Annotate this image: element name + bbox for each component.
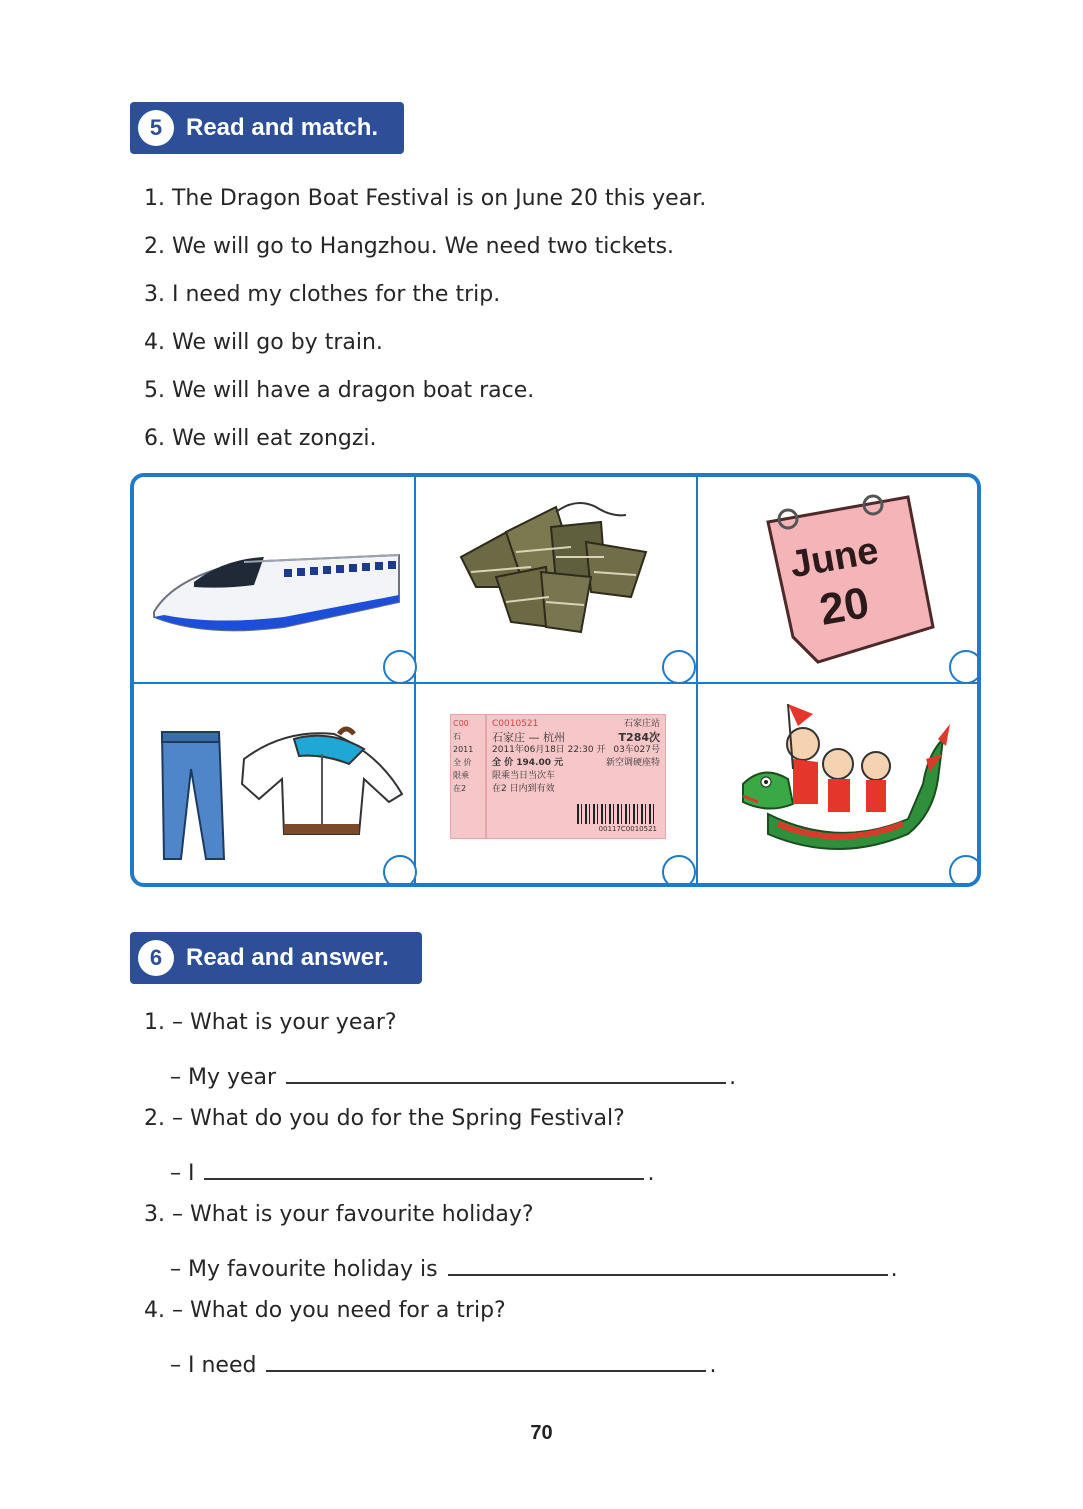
match-sentence-4: 4. We will go by train. <box>144 330 383 355</box>
answer-2-blank[interactable] <box>204 1154 644 1180</box>
answer-1-blank[interactable] <box>286 1058 726 1084</box>
section-5-title: Read and match. <box>186 114 379 141</box>
answer-1-prefix: – My year <box>170 1065 277 1090</box>
match-sentence-1: 1. The Dragon Boat Festival is on June 20 this year. <box>144 186 707 211</box>
answer-circle-clothes[interactable] <box>383 855 417 887</box>
calendar-icon <box>698 477 981 682</box>
train-picture <box>134 477 414 682</box>
question-4: 4. – What do you need for a trip? <box>144 1298 506 1323</box>
ticket-stub-code: C00 <box>453 719 469 728</box>
answer-circle-zongzi[interactable] <box>662 650 696 684</box>
question-3: 3. – What is your favourite holiday? <box>144 1202 534 1227</box>
zongzi-icon <box>416 477 696 682</box>
train-icon <box>134 477 414 682</box>
answer-2 <box>170 1154 654 1186</box>
barcode <box>577 804 657 824</box>
barcode-number: 00117C0010521 <box>598 825 657 833</box>
section-6-number: 6 <box>138 940 174 976</box>
answer-circle-train[interactable] <box>383 650 417 684</box>
zongzi-picture <box>416 477 696 682</box>
answer-4-end: . <box>709 1353 717 1378</box>
ticket-train: T284次 <box>618 731 660 744</box>
match-sentence-2: 2. We will go to Hangzhou. We need two tickets. <box>144 234 675 259</box>
ticket-picture <box>416 684 696 887</box>
question-2: 2. – What do you do for the Spring Festival? <box>144 1106 625 1131</box>
ticket-note-2: 在2 日内到有效 <box>492 784 555 794</box>
page-number: 70 <box>530 1422 553 1444</box>
section-5-number: 5 <box>138 110 174 146</box>
ticket-from: 石家庄 <box>492 731 525 744</box>
ticket-stub-line-2: 2011 <box>453 745 474 754</box>
ticket-seat: 03车027号 <box>613 745 660 755</box>
ticket-stub-line-3: 全 价 <box>453 758 472 767</box>
ticket-main: C0010521 石家庄站 石家庄 — 杭州 T284次 2011年06月18日 22:30 开 03车027号 全 价 194.00 元 新空调硬座特 限乘当日当次车 在2 日内到有效 00117C0010521 <box>486 714 666 839</box>
ticket-stub-line-1: 石 <box>453 732 461 741</box>
ticket-station: 石家庄站 <box>623 719 660 729</box>
clothes-picture <box>134 684 414 887</box>
answer-1-end: . <box>729 1065 737 1090</box>
ticket-stub-line-4: 限乘 <box>453 771 469 780</box>
answer-4-prefix: – I need <box>170 1353 257 1378</box>
section-6-header <box>130 932 422 984</box>
ticket-date: 2011年06月18日 22:30 开 <box>492 745 606 755</box>
question-1: 1. – What is your year? <box>144 1010 397 1035</box>
match-sentence-3: 3. I need my clothes for the trip. <box>144 282 501 307</box>
calendar-picture <box>698 477 981 682</box>
ticket-stub-line-5: 在2 <box>453 784 467 793</box>
answer-3-prefix: – My favourite holiday is <box>170 1257 438 1282</box>
answer-3 <box>170 1250 898 1282</box>
dragon-boat-icon <box>698 684 981 887</box>
picture-grid <box>130 473 981 887</box>
ticket-note-1: 限乘当日当次车 <box>492 771 556 781</box>
ticket-seat-type: 新空调硬座特 <box>605 758 660 768</box>
answer-3-end: . <box>890 1257 898 1282</box>
section-5-header <box>130 102 404 154</box>
answer-4 <box>170 1346 716 1378</box>
ticket-stub <box>450 714 486 839</box>
answer-circle-ticket[interactable] <box>662 855 696 887</box>
answer-3-blank[interactable] <box>448 1250 888 1276</box>
answer-4-blank[interactable] <box>266 1346 706 1372</box>
answer-2-end: . <box>647 1161 655 1186</box>
match-sentence-5: 5. We will have a dragon boat race. <box>144 378 535 403</box>
answer-1 <box>170 1058 736 1090</box>
ticket-price: 全 价 194.00 元 <box>492 758 564 768</box>
answer-2-prefix: – I <box>170 1161 195 1186</box>
section-6-title: Read and answer. <box>186 944 389 971</box>
clothes-icon <box>134 684 414 887</box>
answer-circle-calendar[interactable] <box>949 650 981 684</box>
ticket-to: 杭州 <box>543 731 565 744</box>
match-sentence-6: 6. We will eat zongzi. <box>144 426 377 451</box>
ticket-code: C0010521 <box>492 719 539 729</box>
dragon-boat-picture <box>698 684 981 887</box>
calendar-day: 20 <box>816 578 873 635</box>
calendar-month: June <box>786 529 882 587</box>
answer-circle-dragon-boat[interactable] <box>949 855 981 887</box>
